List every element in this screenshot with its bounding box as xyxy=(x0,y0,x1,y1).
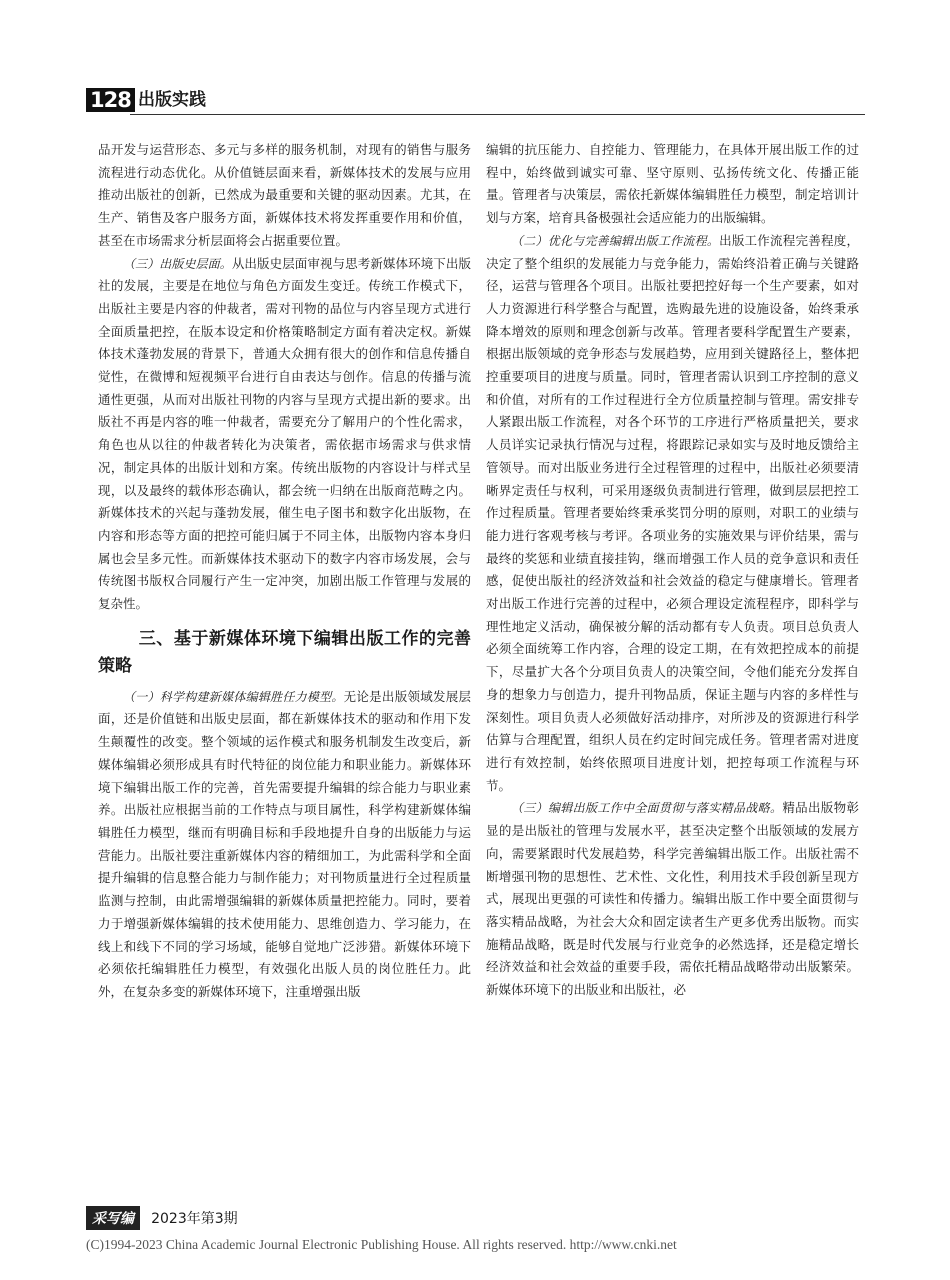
paragraph xyxy=(98,253,471,616)
paragraph-text: 出版工作流程完善程度，决定了整个组织的发展能力与竞争能力，需始终沿着正确与关键路径，运营与管理各个项目。出版社要把控好每一个生产要素，如对人力资源进行科学整合与配置，选购最先进的设施设备，始终秉承降本增效的原则和理念创新与改革。管理者要科学配置生产要素，根据出版领域的竞争形态与发展趋势，应用到关键路径上，整体把控重要项目的进度与质量。同时，管理者需认识到工序控制的意义和价值，对所有的工作过程进行全方位质量控制与管理。需安排专人紧跟出版工作流程，对各个环节的工序进行严格质量把关，要求人员详实记录执行情况与过程，将跟踪记录如实与及时地反馈给主管领导。而对出版业务进行全过程管理的过程中，出版社必须要清晰界定责任与权利，可采用逐级负责制进行管理，做到层层把控工作过程质量。管理者要始终秉承奖罚分明的原则，对职工的业绩与能力进行客观考核与考评。各项业务的实施效果与评价结果，需与最终的奖惩和业绩直接挂钩，继而增强工作人员的竞争意识和责任感，促使出版社的经济效益和社会效益的稳定与健康增长。管理者对出版工作进行完善的过程中，必须合理设定流程程序，即科学与理性地定义活动，确保被分解的活动都有专人负责。项目总负责人必须全面统筹工作内容，合理的设定工期，在有效把控成本的前提下，尽量扩大各个分项目负责人的决策空间，令他们能充分发挥自身的想象力与创造力，提升刊物品质，保证主题与内容的多样性与深刻性。项目负责人必须做好活动排序，对所涉及的资源进行科学估算与合理配置，组织人员在约定时间完成任务。管理者需对进度进行有效控制，始终依照项目进度计划，把控每项工作流程与环节。 xyxy=(486,232,859,793)
journal-logo: 采写编 xyxy=(86,1206,140,1230)
subsection-lead: （三）出版史层面。 xyxy=(123,256,232,271)
subsection-lead: （一）科学构建新媒体编辑胜任力模型。 xyxy=(123,689,344,704)
paragraph: 品开发与运营形态、多元与多样的服务机制，对现有的销售与服务流程进行动态优化。从价值链层面来看，新媒体技术的发展与应用推动出版社的创新，已然成为最重要和关键的驱动因素。尤其，在生产、销售及客户服务方面，新媒体技术将发挥重要作用和价值，甚至在市场需求分析层面将会占据重要位置。 xyxy=(98,142,471,248)
section-title: 出版实践 xyxy=(138,90,206,110)
paragraph xyxy=(486,230,859,798)
subsection-lead: （二）优化与完善编辑出版工作流程。 xyxy=(511,233,720,248)
paragraph-text: 精品出版物彰显的是出版社的管理与发展水平，甚至决定整个出版领域的发展方向，需要紧跟时代发展趋势，科学完善编辑出版工作。出版社需不断增强刊物的思想性、艺术性、文化性，利用技术手段创新呈现方式，展现出更强的可读性和传播力。编辑出版工作中要全面贯彻与落实精品战略，为社会大众和固定读者生产更多优秀出版物。而实施精品战略，既是时代发展与行业竞争的必然选择，还是稳定增长经济效益和社会效益的重要手段，需依托精品战略带动出版繁荣。新媒体环境下的出版业和出版社，必 xyxy=(486,800,859,998)
header-rule xyxy=(130,114,865,115)
right-column xyxy=(486,139,859,1002)
paragraph-text: 从出版史层面审视与思考新媒体环境下出版社的发展，主要是在地位与角色方面发生变迁。传统工作模式下，出版社主要是内容的仲裁者，需对刊物的品位与内容呈现方式进行全面质量把控，在版本设定和价格策略制定方面有着决定权。新媒体技术蓬勃发展的背景下，普通大众拥有很大的创作和信息传播自觉性，在微博和短视频平台进行自由表达与创作。信息的传播与流通性更强，从而对出版社刊物的内容与呈现方式提出新的要求。出版社不再是内容的唯一仲裁者，需要充分了解用户的个性化需求，角色也从以往的仲裁者转化为决策者，需依据市场需求与供求情况，制定具体的出版计划和方案。传统出版物的内容设计与样式呈现，以及最终的载体形态确认，都会统一归纳在出版商范畴之内。新媒体技术的兴起与蓬勃发展，催生电子图书和数字化出版物，在内容和形态等方面的把控可能归属于不同主体，出版物内容本身归属也会呈多元性。而新媒体技术驱动下的数字内容市场发展，会与传统图书版权合同履行产生一定冲突，加剧出版工作管理与发展的复杂性。 xyxy=(98,255,471,612)
paragraph-text: 无论是出版领域发展层面，还是价值链和出版史层面，都在新媒体技术的驱动和作用下发生颠覆性的改变。整个领域的运作模式和服务机制发生改变后，新媒体编辑必须形成具有时代特征的岗位能力和职业能力。新媒体环境下编辑出版工作的完善，首先需要提升编辑的综合能力与职业素养。出版社应根据当前的工作特点与项目属性，科学构建新媒体编辑胜任力模型，继而有明确目标和手段地提升自身的出版能力与运营能力。出版社要注重新媒体内容的精细加工，为此需科学和全面提升编辑的信息整合能力与制作能力；对刊物质量进行全过程质量监测与控制，由此需增强编辑的新媒体质量把控能力。同时，要着力于增强新媒体编辑的技术使用能力、思维创造力、学习能力，在线上和线下不同的学习场域，能够自觉地广泛涉猎。新媒体环境下必须依托编辑胜任力模型，有效强化出版人员的岗位胜任力。此外，在复杂多变的新媒体环境下，注重增强出版 xyxy=(98,688,471,999)
page-header xyxy=(86,88,866,114)
paragraph xyxy=(486,797,859,1001)
subsection-lead: （三）编辑出版工作中全面贯彻与落实精品战略。 xyxy=(511,801,783,816)
copyright-notice: (C)1994-2023 China Academic Journal Electronic Publishing House. All rights reserved. http://www.cnki.net xyxy=(86,1237,677,1252)
section-heading: 三、基于新媒体环境下编辑出版工作的完善策略 xyxy=(98,628,471,676)
issue-label: 2023年第3期 xyxy=(151,1211,238,1227)
page-number: 128 xyxy=(86,88,135,112)
page-footer xyxy=(86,1206,238,1230)
paragraph xyxy=(98,686,471,1004)
paragraph: 编辑的抗压能力、自控能力、管理能力，在具体开展出版工作的过程中，始终做到诚实可靠、坚守原则、弘扬传统文化、传播正能量。管理者与决策层，需依托新媒体编辑胜任力模型，制定培训计划与方案，培育具备极强社会适应能力的出版编辑。 xyxy=(486,142,859,226)
left-column xyxy=(98,139,471,1004)
